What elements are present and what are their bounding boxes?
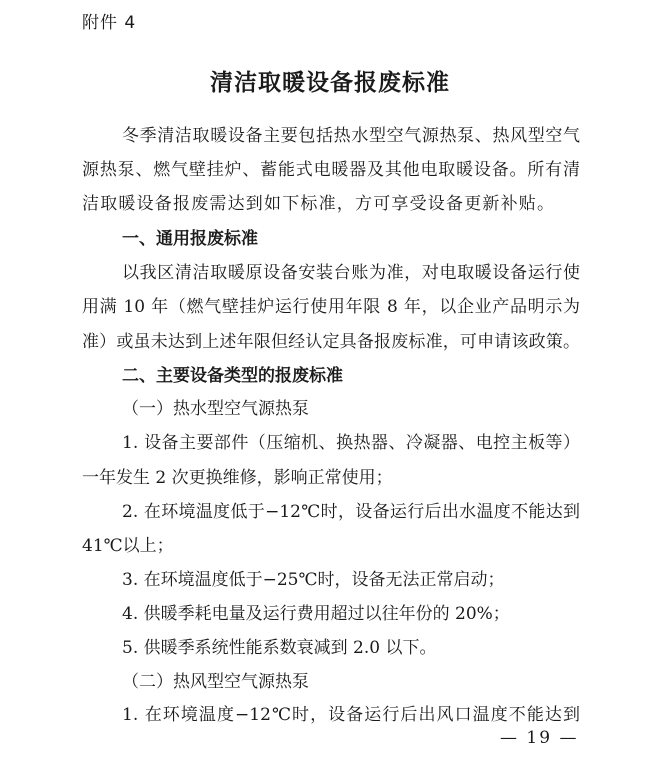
subsection-heading: （二）热风型空气源热泵 xyxy=(122,672,309,692)
attachment-label: 附件 4 xyxy=(82,13,137,33)
body-line: 4. 供暖季耗电量及运行费用超过以往年份的 20%； xyxy=(122,604,510,624)
body-line: 5. 供暖季系统性能系数衰减到 2.0 以下。 xyxy=(122,638,437,658)
body-line: 3. 在环境温度低于−25℃时，设备无法正常启动； xyxy=(122,570,505,590)
body-line: 一年发生 2 次更换维修，影响正常使用； xyxy=(82,468,393,488)
document-title: 清洁取暖设备报废标准 xyxy=(210,70,450,96)
body-line: 41℃以上； xyxy=(82,536,174,556)
body-line: 源热泵、燃气壁挂炉、蓄能式电暖器及其他电取暖设备。所有清 xyxy=(82,160,580,180)
page-number: — 19 — xyxy=(500,728,579,748)
body-line: 准）或虽未达到上述年限但经认定具备报废标准，可申请该政策。 xyxy=(82,332,580,352)
body-line: 用满 10 年（燃气壁挂炉运行使用年限 8 年，以企业产品明示为 xyxy=(82,297,580,317)
section-heading: 二、主要设备类型的报废标准 xyxy=(122,366,343,386)
body-line: 1. 设备主要部件（压缩机、换热器、冷凝器、电控主板等） xyxy=(122,433,580,453)
subsection-heading: （一）热水型空气源热泵 xyxy=(122,399,309,419)
body-line: 2. 在环境温度低于−12℃时，设备运行后出水温度不能达到 xyxy=(122,502,580,522)
body-line: 冬季清洁取暖设备主要包括热水型空气源热泵、热风型空气 xyxy=(122,126,580,146)
body-line: 洁取暖设备报废需达到如下标准，方可享受设备更新补贴。 xyxy=(82,194,554,214)
body-line: 1. 在环境温度−12℃时，设备运行后出风口温度不能达到 xyxy=(122,705,580,725)
section-heading: 一、通用报废标准 xyxy=(122,229,258,249)
body-line: 以我区清洁取暖原设备安装台账为准，对电取暖设备运行使 xyxy=(122,263,580,283)
